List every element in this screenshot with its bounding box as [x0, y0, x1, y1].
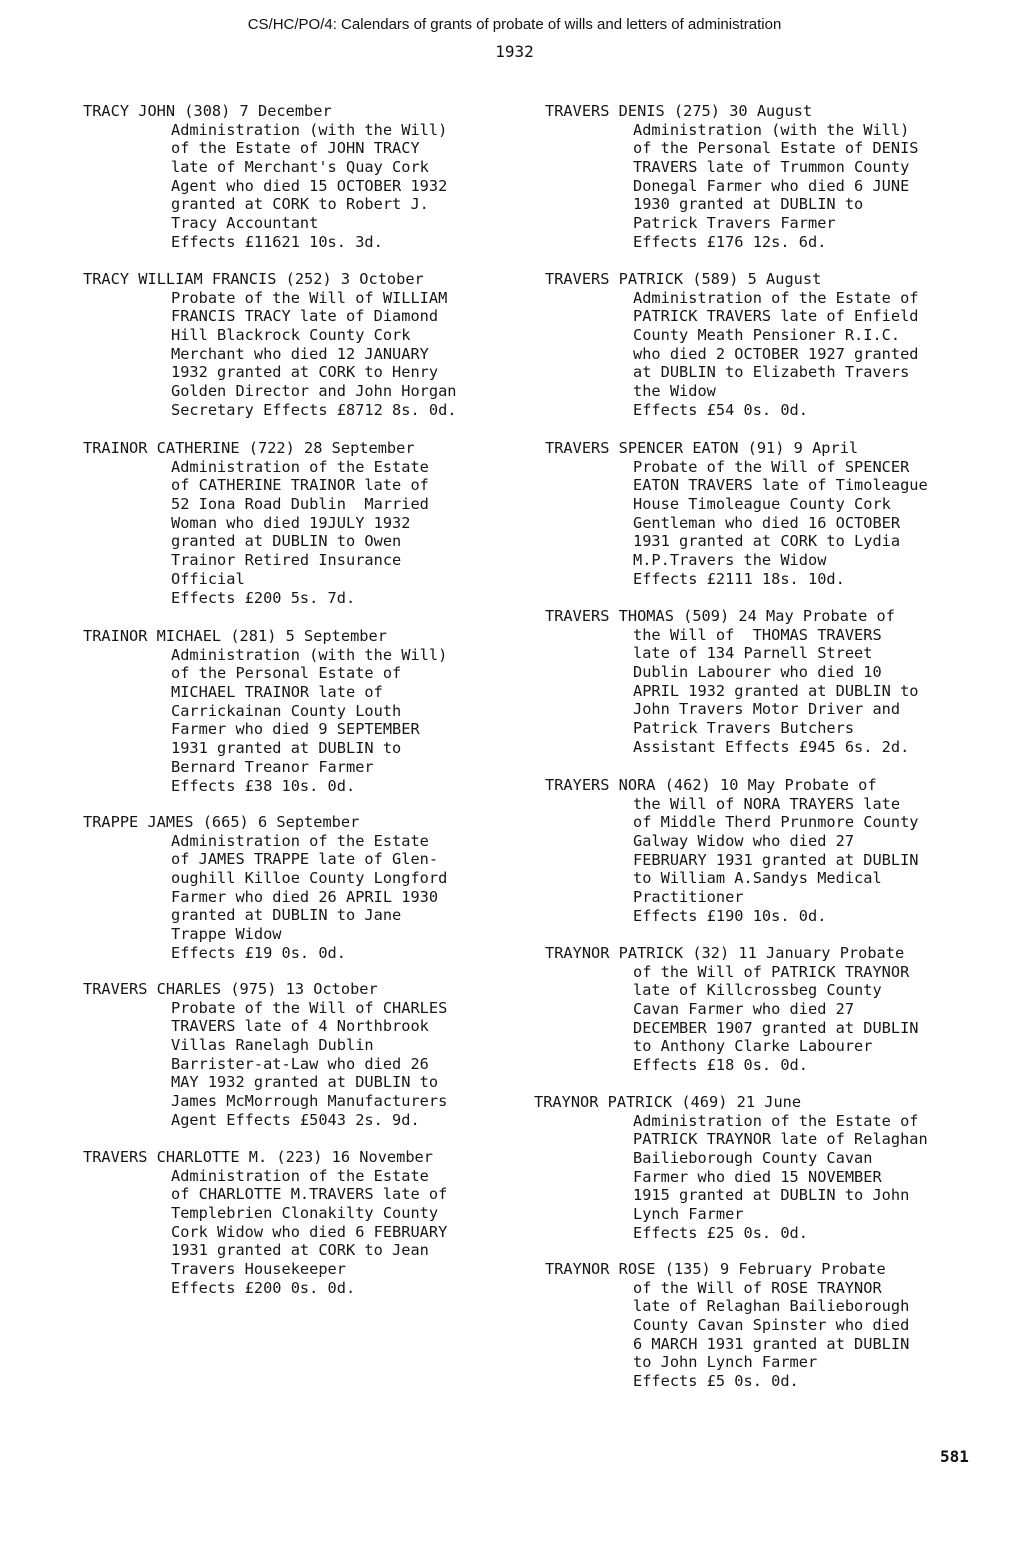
calendar-entry — [83, 627, 447, 795]
entry-text-line: of the Personal Estate of — [171, 664, 402, 683]
calendar-year: 1932 — [495, 42, 534, 61]
entry-text-line: Galway Widow who died 27 — [633, 832, 855, 851]
entry-text-line: of the Estate of JOHN TRACY — [171, 139, 420, 158]
calendar-entry — [83, 1148, 447, 1298]
entry-text-line: Effects £5 0s. 0d. — [633, 1372, 799, 1391]
entry-text-line: at DUBLIN to Elizabeth Travers — [633, 363, 910, 382]
entry-text-line: Effects £200 5s. 7d. — [171, 588, 356, 607]
entry-heading-line: TRAINOR MICHAEL (281) 5 September — [83, 627, 387, 645]
entry-text-line: Cork Widow who died 6 FEBRUARY — [171, 1222, 448, 1241]
entry-text-line: the Will of NORA TRAYERS late — [633, 794, 901, 813]
entry-text-line: TRAVERS late of Trummon County — [633, 158, 910, 177]
entry-heading-line: TRAVERS DENIS (275) 30 August — [545, 102, 813, 120]
entry-text-line: Trappe Widow — [171, 925, 282, 944]
entry-text-line: Administration (with the Will) — [171, 645, 448, 664]
entry-heading-line: TRAVERS SPENCER EATON (91) 9 April — [545, 439, 859, 457]
entry-text-line: Effects £18 0s. 0d. — [633, 1056, 808, 1075]
entry-text-line: Probate of the Will of SPENCER — [633, 457, 910, 476]
entry-text-line: Templebrien Clonakilty County — [171, 1204, 439, 1223]
entry-text-line: oughill Killoe County Longford — [171, 869, 448, 888]
entry-text-line: Administration of the Estate — [171, 831, 429, 850]
entry-text-line: Administration of the Estate of — [633, 1111, 919, 1130]
entry-heading-line: TRAYNOR ROSE (135) 9 February Probate — [545, 1260, 886, 1278]
entry-text-line: Farmer who died 15 NOVEMBER — [633, 1167, 882, 1186]
entry-text-line: Farmer who died 9 SEPTEMBER — [171, 720, 420, 739]
entry-text-line: 1931 granted at CORK to Jean — [171, 1241, 429, 1260]
entry-text-line: the Will of THOMAS TRAVERS — [633, 625, 882, 644]
entry-text-line: to John Lynch Farmer — [633, 1353, 818, 1372]
entry-text-line: late of 134 Parnell Street — [633, 644, 873, 663]
entry-heading-line: TRAYERS NORA (462) 10 May Probate of — [545, 776, 877, 794]
entry-text-line: FRANCIS TRACY late of Diamond — [171, 307, 439, 326]
entry-heading-line: TRAINOR CATHERINE (722) 28 September — [83, 439, 415, 457]
entry-text-line: Administration of the Estate — [171, 457, 429, 476]
entry-text-line: who died 2 OCTOBER 1927 granted — [633, 344, 919, 363]
entry-text-line: County Cavan Spinster who died — [633, 1316, 910, 1335]
entry-text-line: James McMorrough Manufacturers — [171, 1092, 448, 1111]
entry-text-line: Lynch Farmer — [633, 1205, 744, 1224]
entry-text-line: Administration of the Estate — [171, 1166, 429, 1185]
entry-text-line: Secretary Effects £8712 8s. 0d. — [171, 400, 457, 419]
entry-text-line: Villas Ranelagh Dublin — [171, 1036, 374, 1055]
entry-text-line: granted at DUBLIN to Jane — [171, 906, 402, 925]
entry-text-line: 6 MARCH 1931 granted at DUBLIN — [633, 1334, 910, 1353]
entry-text-line: House Timoleague County Cork — [633, 495, 891, 514]
entry-text-line: 1915 granted at DUBLIN to John — [633, 1186, 910, 1205]
entry-text-line: Dublin Labourer who died 10 — [633, 663, 882, 682]
entry-text-line: Agent Effects £5043 2s. 9d. — [171, 1110, 420, 1129]
entry-text-line: Effects £54 0s. 0d. — [633, 400, 808, 419]
entry-text-line: APRIL 1932 granted at DUBLIN to — [633, 681, 919, 700]
entry-text-line: Administration (with the Will) — [633, 120, 910, 139]
entry-heading-line: TRAVERS CHARLES (975) 13 October — [83, 980, 378, 998]
entry-text-line: 1931 granted at DUBLIN to — [171, 739, 402, 758]
entry-text-line: of the Will of PATRICK TRAYNOR — [633, 962, 910, 981]
entry-text-line: Barrister-at-Law who died 26 — [171, 1054, 429, 1073]
entry-text-line: the Widow — [633, 382, 716, 401]
entry-text-line: Carrickainan County Louth — [171, 701, 402, 720]
entry-text-line: Assistant Effects £945 6s. 2d. — [633, 737, 910, 756]
entry-text-line: 1932 granted at CORK to Henry — [171, 363, 439, 382]
entry-text-line: Tracy Accountant — [171, 214, 319, 233]
entry-text-line: EATON TRAVERS late of Timoleague — [633, 476, 928, 495]
entry-text-line: Donegal Farmer who died 6 JUNE — [633, 176, 910, 195]
entry-text-line: of Middle Therd Prunmore County — [633, 813, 919, 832]
entry-text-line: Agent who died 15 OCTOBER 1932 — [171, 176, 448, 195]
entry-text-line: Travers Housekeeper — [171, 1260, 346, 1279]
entry-text-line: late of Merchant's Quay Cork — [171, 158, 429, 177]
entry-text-line: Effects £38 10s. 0d. — [171, 776, 356, 795]
calendar-entry — [545, 1260, 909, 1391]
entry-text-line: PATRICK TRAVERS late of Enfield — [633, 307, 919, 326]
calendar-entry — [545, 270, 919, 420]
entry-text-line: 52 Iona Road Dublin Married — [171, 495, 429, 514]
entry-text-line: of JAMES TRAPPE late of Glen- — [171, 850, 439, 869]
entry-text-line: Effects £190 10s. 0d. — [633, 906, 827, 925]
entry-text-line: Bernard Treanor Farmer — [171, 757, 374, 776]
entry-heading-line: TRACY WILLIAM FRANCIS (252) 3 October — [83, 270, 424, 288]
entry-text-line: 1931 granted at CORK to Lydia — [633, 532, 901, 551]
entry-heading-line: TRAVERS THOMAS (509) 24 May Probate of — [545, 607, 895, 625]
entry-text-line: Merchant who died 12 JANUARY — [171, 344, 429, 363]
entry-text-line: MICHAEL TRAINOR late of — [171, 683, 383, 702]
calendar-entry — [545, 102, 919, 252]
calendar-entry — [83, 102, 447, 252]
entry-text-line: TRAVERS late of 4 Northbrook — [171, 1017, 429, 1036]
calendar-entry — [83, 270, 457, 420]
entry-text-line: County Meath Pensioner R.I.C. — [633, 326, 901, 345]
calendar-entry — [83, 980, 447, 1130]
entry-text-line: Patrick Travers Farmer — [633, 214, 836, 233]
entry-text-line: of CHARLOTTE M.TRAVERS late of — [171, 1185, 448, 1204]
entry-text-line: Probate of the Will of CHARLES — [171, 998, 448, 1017]
entry-heading-line: TRAVERS PATRICK (589) 5 August — [545, 270, 822, 288]
entry-heading-line: TRAYNOR PATRICK (469) 21 June — [534, 1093, 802, 1111]
entry-text-line: Cavan Farmer who died 27 — [633, 1000, 855, 1019]
entry-text-line: to Anthony Clarke Labourer — [633, 1037, 873, 1056]
entry-text-line: Administration (with the Will) — [171, 120, 448, 139]
calendar-entry — [545, 607, 919, 757]
entry-text-line: Effects £2111 18s. 10d. — [633, 569, 845, 588]
entry-text-line: Gentleman who died 16 OCTOBER — [633, 513, 901, 532]
entry-text-line: of CATHERINE TRAINOR late of — [171, 476, 429, 495]
entry-text-line: Farmer who died 26 APRIL 1930 — [171, 887, 439, 906]
page-number: 581 — [940, 1447, 969, 1466]
entry-heading-line: TRAVERS CHARLOTTE M. (223) 16 November — [83, 1148, 433, 1166]
entry-text-line: John Travers Motor Driver and — [633, 700, 901, 719]
entry-text-line: Effects £25 0s. 0d. — [633, 1223, 808, 1242]
entry-text-line: M.P.Travers the Widow — [633, 551, 827, 570]
entry-text-line: granted at CORK to Robert J. — [171, 195, 429, 214]
calendar-entry — [545, 944, 919, 1075]
calendar-entry — [545, 439, 928, 589]
calendar-entry — [83, 439, 429, 607]
entry-text-line: late of Relaghan Bailieborough — [633, 1297, 910, 1316]
entry-text-line: Practitioner — [633, 888, 744, 907]
entry-text-line: Official — [171, 569, 245, 588]
document-reference-title: CS/HC/PO/4: Calendars of grants of probate of wills and letters of administration — [247, 16, 782, 33]
entry-heading-line: TRACY JOHN (308) 7 December — [83, 102, 332, 120]
entry-heading-line: TRAPPE JAMES (665) 6 September — [83, 813, 360, 831]
entry-text-line: late of Killcrossbeg County — [633, 981, 882, 1000]
entry-text-line: PATRICK TRAYNOR late of Relaghan — [633, 1130, 928, 1149]
entry-text-line: Effects £200 0s. 0d. — [171, 1278, 356, 1297]
entry-text-line: Bailieborough County Cavan — [633, 1149, 873, 1168]
entry-text-line: Trainor Retired Insurance — [171, 551, 402, 570]
entry-text-line: to William A.Sandys Medical — [633, 869, 882, 888]
entry-text-line: Probate of the Will of WILLIAM — [171, 288, 448, 307]
entry-text-line: granted at DUBLIN to Owen — [171, 532, 402, 551]
calendar-entry — [545, 776, 919, 926]
entry-text-line: of the Will of ROSE TRAYNOR — [633, 1278, 882, 1297]
entry-text-line: Patrick Travers Butchers — [633, 719, 855, 738]
calendar-entry — [83, 813, 447, 963]
entry-text-line: Woman who died 19JULY 1932 — [171, 513, 411, 532]
calendar-entry — [534, 1093, 928, 1243]
entry-text-line: Administration of the Estate of — [633, 288, 919, 307]
entry-text-line: FEBRUARY 1931 granted at DUBLIN — [633, 850, 919, 869]
entry-text-line: Effects £19 0s. 0d. — [171, 943, 346, 962]
entry-text-line: of the Personal Estate of DENIS — [633, 139, 919, 158]
entry-text-line: Hill Blackrock County Cork — [171, 326, 411, 345]
entry-text-line: MAY 1932 granted at DUBLIN to — [171, 1073, 439, 1092]
entry-text-line: 1930 granted at DUBLIN to — [633, 195, 864, 214]
entry-text-line: Effects £176 12s. 6d. — [633, 232, 827, 251]
entry-text-line: Effects £11621 10s. 3d. — [171, 232, 383, 251]
entry-heading-line: TRAYNOR PATRICK (32) 11 January Probate — [545, 944, 905, 962]
entry-text-line: Golden Director and John Horgan — [171, 382, 457, 401]
entry-text-line: DECEMBER 1907 granted at DUBLIN — [633, 1018, 919, 1037]
